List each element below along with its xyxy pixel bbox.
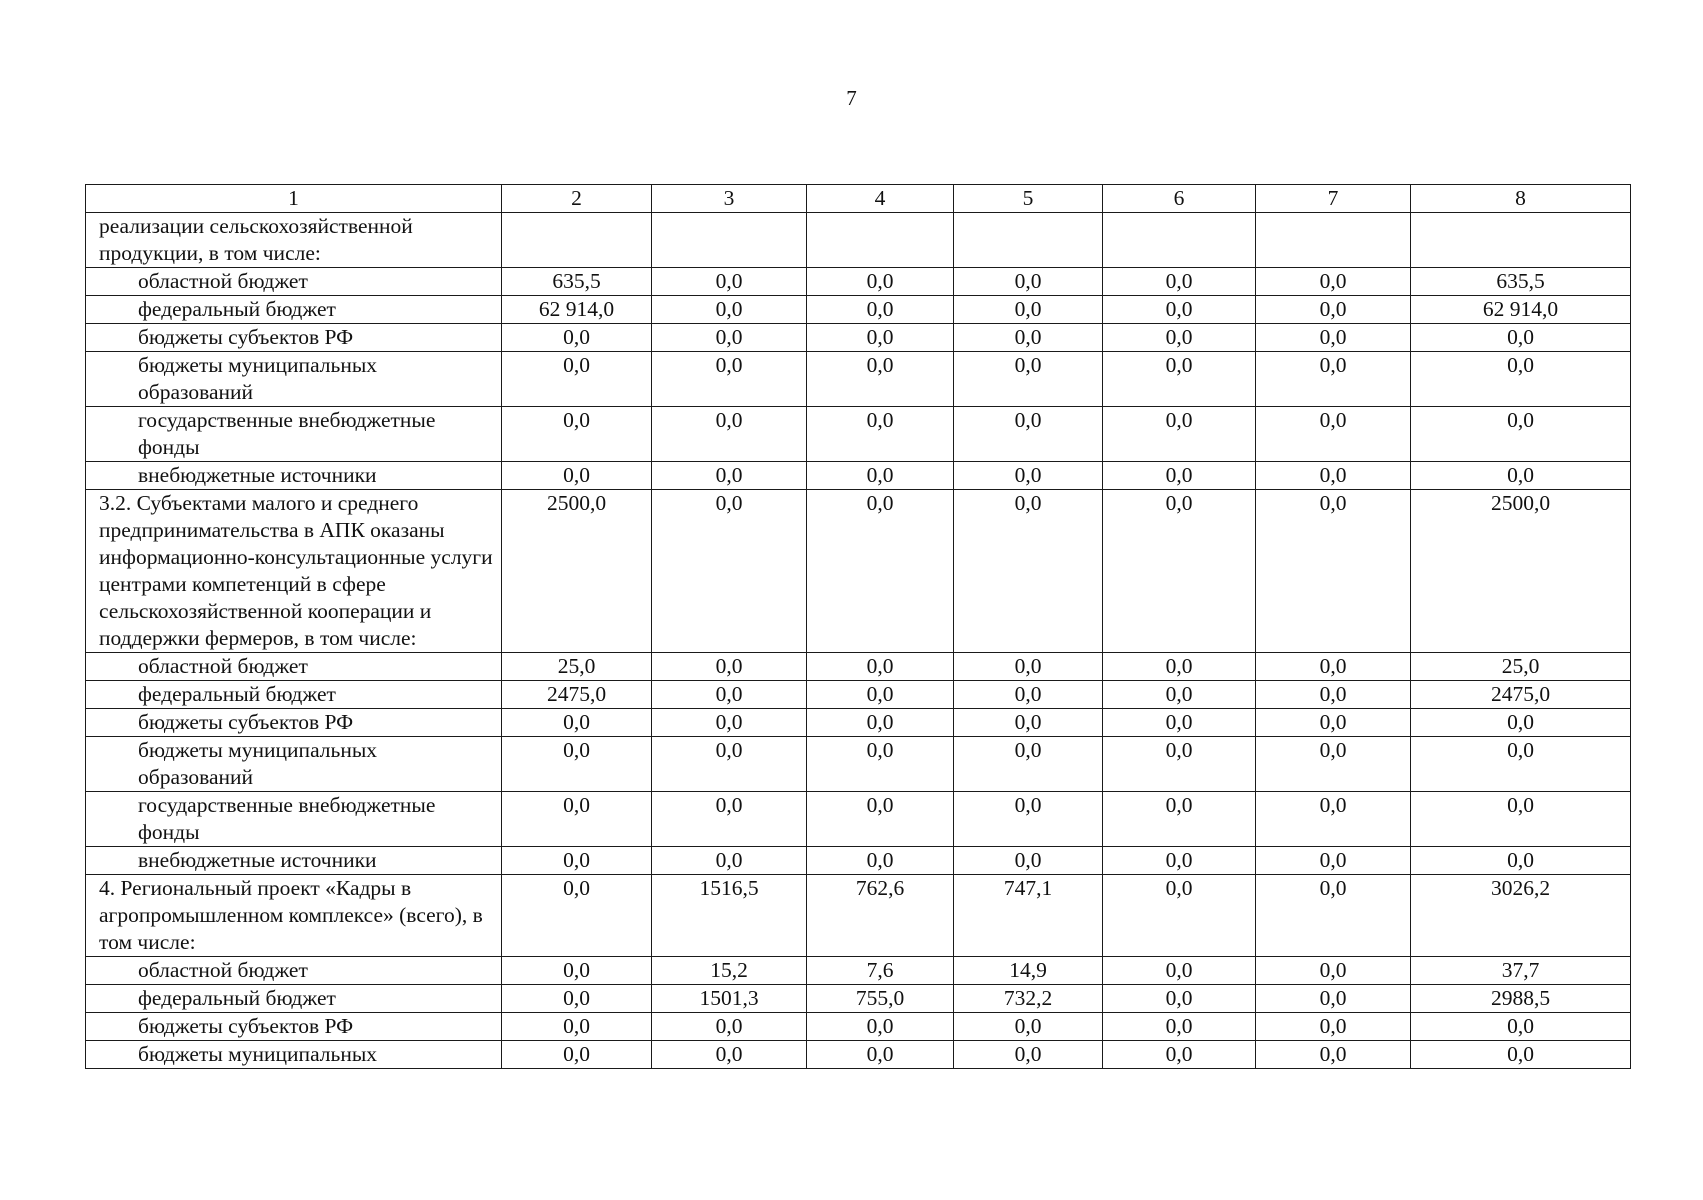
row-value-col-5: 0,0 — [954, 324, 1103, 352]
table-row — [86, 875, 1631, 957]
row-value-col-7: 0,0 — [1256, 985, 1411, 1013]
row-value-col-3: 0,0 — [652, 681, 807, 709]
row-value-col-4: 0,0 — [807, 709, 954, 737]
row-value-col-7: 0,0 — [1256, 324, 1411, 352]
column-header: 6 — [1103, 185, 1256, 213]
row-label: 4. Региональный проект «Кадры в агропромышленном комплексе» (всего), в том числе: — [86, 875, 502, 957]
row-value-col-8: 0,0 — [1411, 1013, 1631, 1041]
row-value-col-7: 0,0 — [1256, 737, 1411, 792]
row-value-col-4: 0,0 — [807, 1013, 954, 1041]
row-value-col-4: 0,0 — [807, 653, 954, 681]
row-value-col-8: 0,0 — [1411, 324, 1631, 352]
row-value-col-4: 0,0 — [807, 268, 954, 296]
row-value-col-2: 0,0 — [502, 985, 652, 1013]
row-value-col-4: 0,0 — [807, 1041, 954, 1069]
budget-table — [85, 184, 1631, 1069]
table-body — [86, 185, 1631, 1069]
row-value-col-2: 635,5 — [502, 268, 652, 296]
row-value-col-8: 0,0 — [1411, 1041, 1631, 1069]
row-label: бюджеты муниципальных образований — [86, 737, 502, 792]
row-value-col-3: 1501,3 — [652, 985, 807, 1013]
table-row — [86, 1041, 1631, 1069]
row-value-col-4: 0,0 — [807, 792, 954, 847]
row-value-col-4: 0,0 — [807, 407, 954, 462]
row-value-col-3: 0,0 — [652, 352, 807, 407]
row-label: областной бюджет — [86, 268, 502, 296]
row-value-col-5: 0,0 — [954, 407, 1103, 462]
row-label: бюджеты субъектов РФ — [86, 709, 502, 737]
row-value-col-2: 62 914,0 — [502, 296, 652, 324]
row-label: государственные внебюджетные фонды — [86, 407, 502, 462]
row-value-col-3: 0,0 — [652, 462, 807, 490]
row-value-col-4: 0,0 — [807, 847, 954, 875]
row-value-col-5: 0,0 — [954, 847, 1103, 875]
row-value-col-4: 0,0 — [807, 737, 954, 792]
row-value-col-2: 0,0 — [502, 407, 652, 462]
row-value-col-3: 0,0 — [652, 1013, 807, 1041]
table-row — [86, 352, 1631, 407]
row-value-col-7: 0,0 — [1256, 1041, 1411, 1069]
row-value-col-2: 0,0 — [502, 709, 652, 737]
row-value-col-7: 0,0 — [1256, 792, 1411, 847]
row-value-col-3: 15,2 — [652, 957, 807, 985]
row-value-col-5: 0,0 — [954, 462, 1103, 490]
row-value-col-3: 0,0 — [652, 296, 807, 324]
row-value-col-2: 0,0 — [502, 737, 652, 792]
row-value-col-7: 0,0 — [1256, 268, 1411, 296]
row-value-col-3: 1516,5 — [652, 875, 807, 957]
row-value-col-5: 0,0 — [954, 792, 1103, 847]
column-header: 5 — [954, 185, 1103, 213]
table-row — [86, 490, 1631, 653]
row-value-col-3: 0,0 — [652, 324, 807, 352]
row-value-col-8 — [1411, 213, 1631, 268]
row-value-col-7: 0,0 — [1256, 709, 1411, 737]
row-value-col-5: 0,0 — [954, 709, 1103, 737]
row-value-col-4: 755,0 — [807, 985, 954, 1013]
row-label: бюджеты субъектов РФ — [86, 324, 502, 352]
row-value-col-8: 62 914,0 — [1411, 296, 1631, 324]
row-value-col-8: 0,0 — [1411, 847, 1631, 875]
row-value-col-8: 25,0 — [1411, 653, 1631, 681]
table-row — [86, 709, 1631, 737]
header-row — [86, 185, 1631, 213]
row-value-col-7: 0,0 — [1256, 462, 1411, 490]
row-value-col-4 — [807, 213, 954, 268]
row-value-col-5: 14,9 — [954, 957, 1103, 985]
row-value-col-8: 0,0 — [1411, 462, 1631, 490]
row-value-col-6: 0,0 — [1103, 709, 1256, 737]
row-value-col-4: 0,0 — [807, 352, 954, 407]
row-label: реализации сельскохозяйственной продукции, в том числе: — [86, 213, 502, 268]
row-label: федеральный бюджет — [86, 681, 502, 709]
row-value-col-6: 0,0 — [1103, 681, 1256, 709]
table-row — [86, 407, 1631, 462]
table-row — [86, 1013, 1631, 1041]
row-value-col-8: 0,0 — [1411, 352, 1631, 407]
table-row — [86, 268, 1631, 296]
row-value-col-2: 2475,0 — [502, 681, 652, 709]
row-value-col-6: 0,0 — [1103, 490, 1256, 653]
table-row — [86, 957, 1631, 985]
row-value-col-2: 2500,0 — [502, 490, 652, 653]
row-value-col-7 — [1256, 213, 1411, 268]
row-value-col-6: 0,0 — [1103, 296, 1256, 324]
row-value-col-3: 0,0 — [652, 490, 807, 653]
row-value-col-7: 0,0 — [1256, 681, 1411, 709]
column-header: 8 — [1411, 185, 1631, 213]
row-value-col-2: 0,0 — [502, 847, 652, 875]
row-value-col-6: 0,0 — [1103, 653, 1256, 681]
row-value-col-6: 0,0 — [1103, 352, 1256, 407]
row-label: внебюджетные источники — [86, 847, 502, 875]
row-value-col-3: 0,0 — [652, 653, 807, 681]
row-label: областной бюджет — [86, 957, 502, 985]
table-row — [86, 737, 1631, 792]
row-value-col-6: 0,0 — [1103, 1013, 1256, 1041]
table-row — [86, 296, 1631, 324]
row-value-col-6 — [1103, 213, 1256, 268]
table-row — [86, 462, 1631, 490]
column-header: 1 — [86, 185, 502, 213]
row-value-col-2 — [502, 213, 652, 268]
row-value-col-5: 732,2 — [954, 985, 1103, 1013]
row-value-col-2: 0,0 — [502, 875, 652, 957]
row-value-col-2: 25,0 — [502, 653, 652, 681]
row-value-col-3: 0,0 — [652, 407, 807, 462]
row-label: федеральный бюджет — [86, 985, 502, 1013]
row-label: областной бюджет — [86, 653, 502, 681]
row-value-col-6: 0,0 — [1103, 268, 1256, 296]
row-value-col-4: 0,0 — [807, 462, 954, 490]
row-value-col-5: 0,0 — [954, 681, 1103, 709]
row-value-col-3: 0,0 — [652, 792, 807, 847]
row-label: бюджеты муниципальных образований — [86, 352, 502, 407]
column-header: 2 — [502, 185, 652, 213]
row-value-col-4: 0,0 — [807, 681, 954, 709]
row-value-col-4: 7,6 — [807, 957, 954, 985]
table-row — [86, 681, 1631, 709]
row-value-col-7: 0,0 — [1256, 653, 1411, 681]
row-value-col-7: 0,0 — [1256, 875, 1411, 957]
row-value-col-6: 0,0 — [1103, 407, 1256, 462]
row-value-col-5: 0,0 — [954, 296, 1103, 324]
row-value-col-5: 0,0 — [954, 268, 1103, 296]
row-value-col-8: 0,0 — [1411, 709, 1631, 737]
row-label: внебюджетные источники — [86, 462, 502, 490]
row-value-col-2: 0,0 — [502, 1041, 652, 1069]
row-value-col-3: 0,0 — [652, 1041, 807, 1069]
row-value-col-6: 0,0 — [1103, 1041, 1256, 1069]
row-value-col-3: 0,0 — [652, 847, 807, 875]
row-value-col-6: 0,0 — [1103, 737, 1256, 792]
row-label: бюджеты муниципальных — [86, 1041, 502, 1069]
table-row — [86, 213, 1631, 268]
row-value-col-4: 0,0 — [807, 490, 954, 653]
row-value-col-8: 0,0 — [1411, 407, 1631, 462]
row-value-col-7: 0,0 — [1256, 847, 1411, 875]
row-value-col-5: 0,0 — [954, 352, 1103, 407]
table-row — [86, 985, 1631, 1013]
row-value-col-3: 0,0 — [652, 709, 807, 737]
row-value-col-6: 0,0 — [1103, 875, 1256, 957]
row-value-col-8: 3026,2 — [1411, 875, 1631, 957]
row-value-col-2: 0,0 — [502, 792, 652, 847]
row-value-col-4: 762,6 — [807, 875, 954, 957]
row-value-col-5: 0,0 — [954, 1013, 1103, 1041]
column-header: 7 — [1256, 185, 1411, 213]
row-value-col-5 — [954, 213, 1103, 268]
row-value-col-2: 0,0 — [502, 957, 652, 985]
row-value-col-3 — [652, 213, 807, 268]
row-value-col-7: 0,0 — [1256, 1013, 1411, 1041]
row-value-col-8: 0,0 — [1411, 792, 1631, 847]
row-value-col-4: 0,0 — [807, 296, 954, 324]
row-value-col-6: 0,0 — [1103, 462, 1256, 490]
row-value-col-4: 0,0 — [807, 324, 954, 352]
row-value-col-5: 0,0 — [954, 490, 1103, 653]
row-value-col-8: 2988,5 — [1411, 985, 1631, 1013]
row-value-col-5: 0,0 — [954, 1041, 1103, 1069]
row-value-col-2: 0,0 — [502, 462, 652, 490]
column-header: 3 — [652, 185, 807, 213]
row-value-col-2: 0,0 — [502, 324, 652, 352]
row-value-col-7: 0,0 — [1256, 352, 1411, 407]
row-value-col-5: 0,0 — [954, 653, 1103, 681]
row-value-col-8: 37,7 — [1411, 957, 1631, 985]
row-value-col-2: 0,0 — [502, 352, 652, 407]
row-value-col-7: 0,0 — [1256, 490, 1411, 653]
table-row — [86, 847, 1631, 875]
row-label: государственные внебюджетные фонды — [86, 792, 502, 847]
row-value-col-6: 0,0 — [1103, 847, 1256, 875]
row-value-col-2: 0,0 — [502, 1013, 652, 1041]
row-value-col-7: 0,0 — [1256, 407, 1411, 462]
row-value-col-6: 0,0 — [1103, 324, 1256, 352]
row-value-col-6: 0,0 — [1103, 792, 1256, 847]
page-number: 7 — [846, 86, 857, 110]
column-header: 4 — [807, 185, 954, 213]
row-value-col-8: 0,0 — [1411, 737, 1631, 792]
row-label: 3.2. Субъектами малого и среднего предпринимательства в АПК оказаны информационно-консультационные услуги центрами компетенций в сфере сельскохозяйственной кооперации и поддержки фермеров, в том числе: — [86, 490, 502, 653]
row-value-col-7: 0,0 — [1256, 296, 1411, 324]
row-label: федеральный бюджет — [86, 296, 502, 324]
row-value-col-8: 2500,0 — [1411, 490, 1631, 653]
row-label: бюджеты субъектов РФ — [86, 1013, 502, 1041]
row-value-col-6: 0,0 — [1103, 957, 1256, 985]
row-value-col-8: 635,5 — [1411, 268, 1631, 296]
row-value-col-5: 0,0 — [954, 737, 1103, 792]
row-value-col-5: 747,1 — [954, 875, 1103, 957]
row-value-col-7: 0,0 — [1256, 957, 1411, 985]
table-row — [86, 324, 1631, 352]
row-value-col-3: 0,0 — [652, 268, 807, 296]
table-row — [86, 653, 1631, 681]
row-value-col-6: 0,0 — [1103, 985, 1256, 1013]
row-value-col-3: 0,0 — [652, 737, 807, 792]
row-value-col-8: 2475,0 — [1411, 681, 1631, 709]
table-row — [86, 792, 1631, 847]
